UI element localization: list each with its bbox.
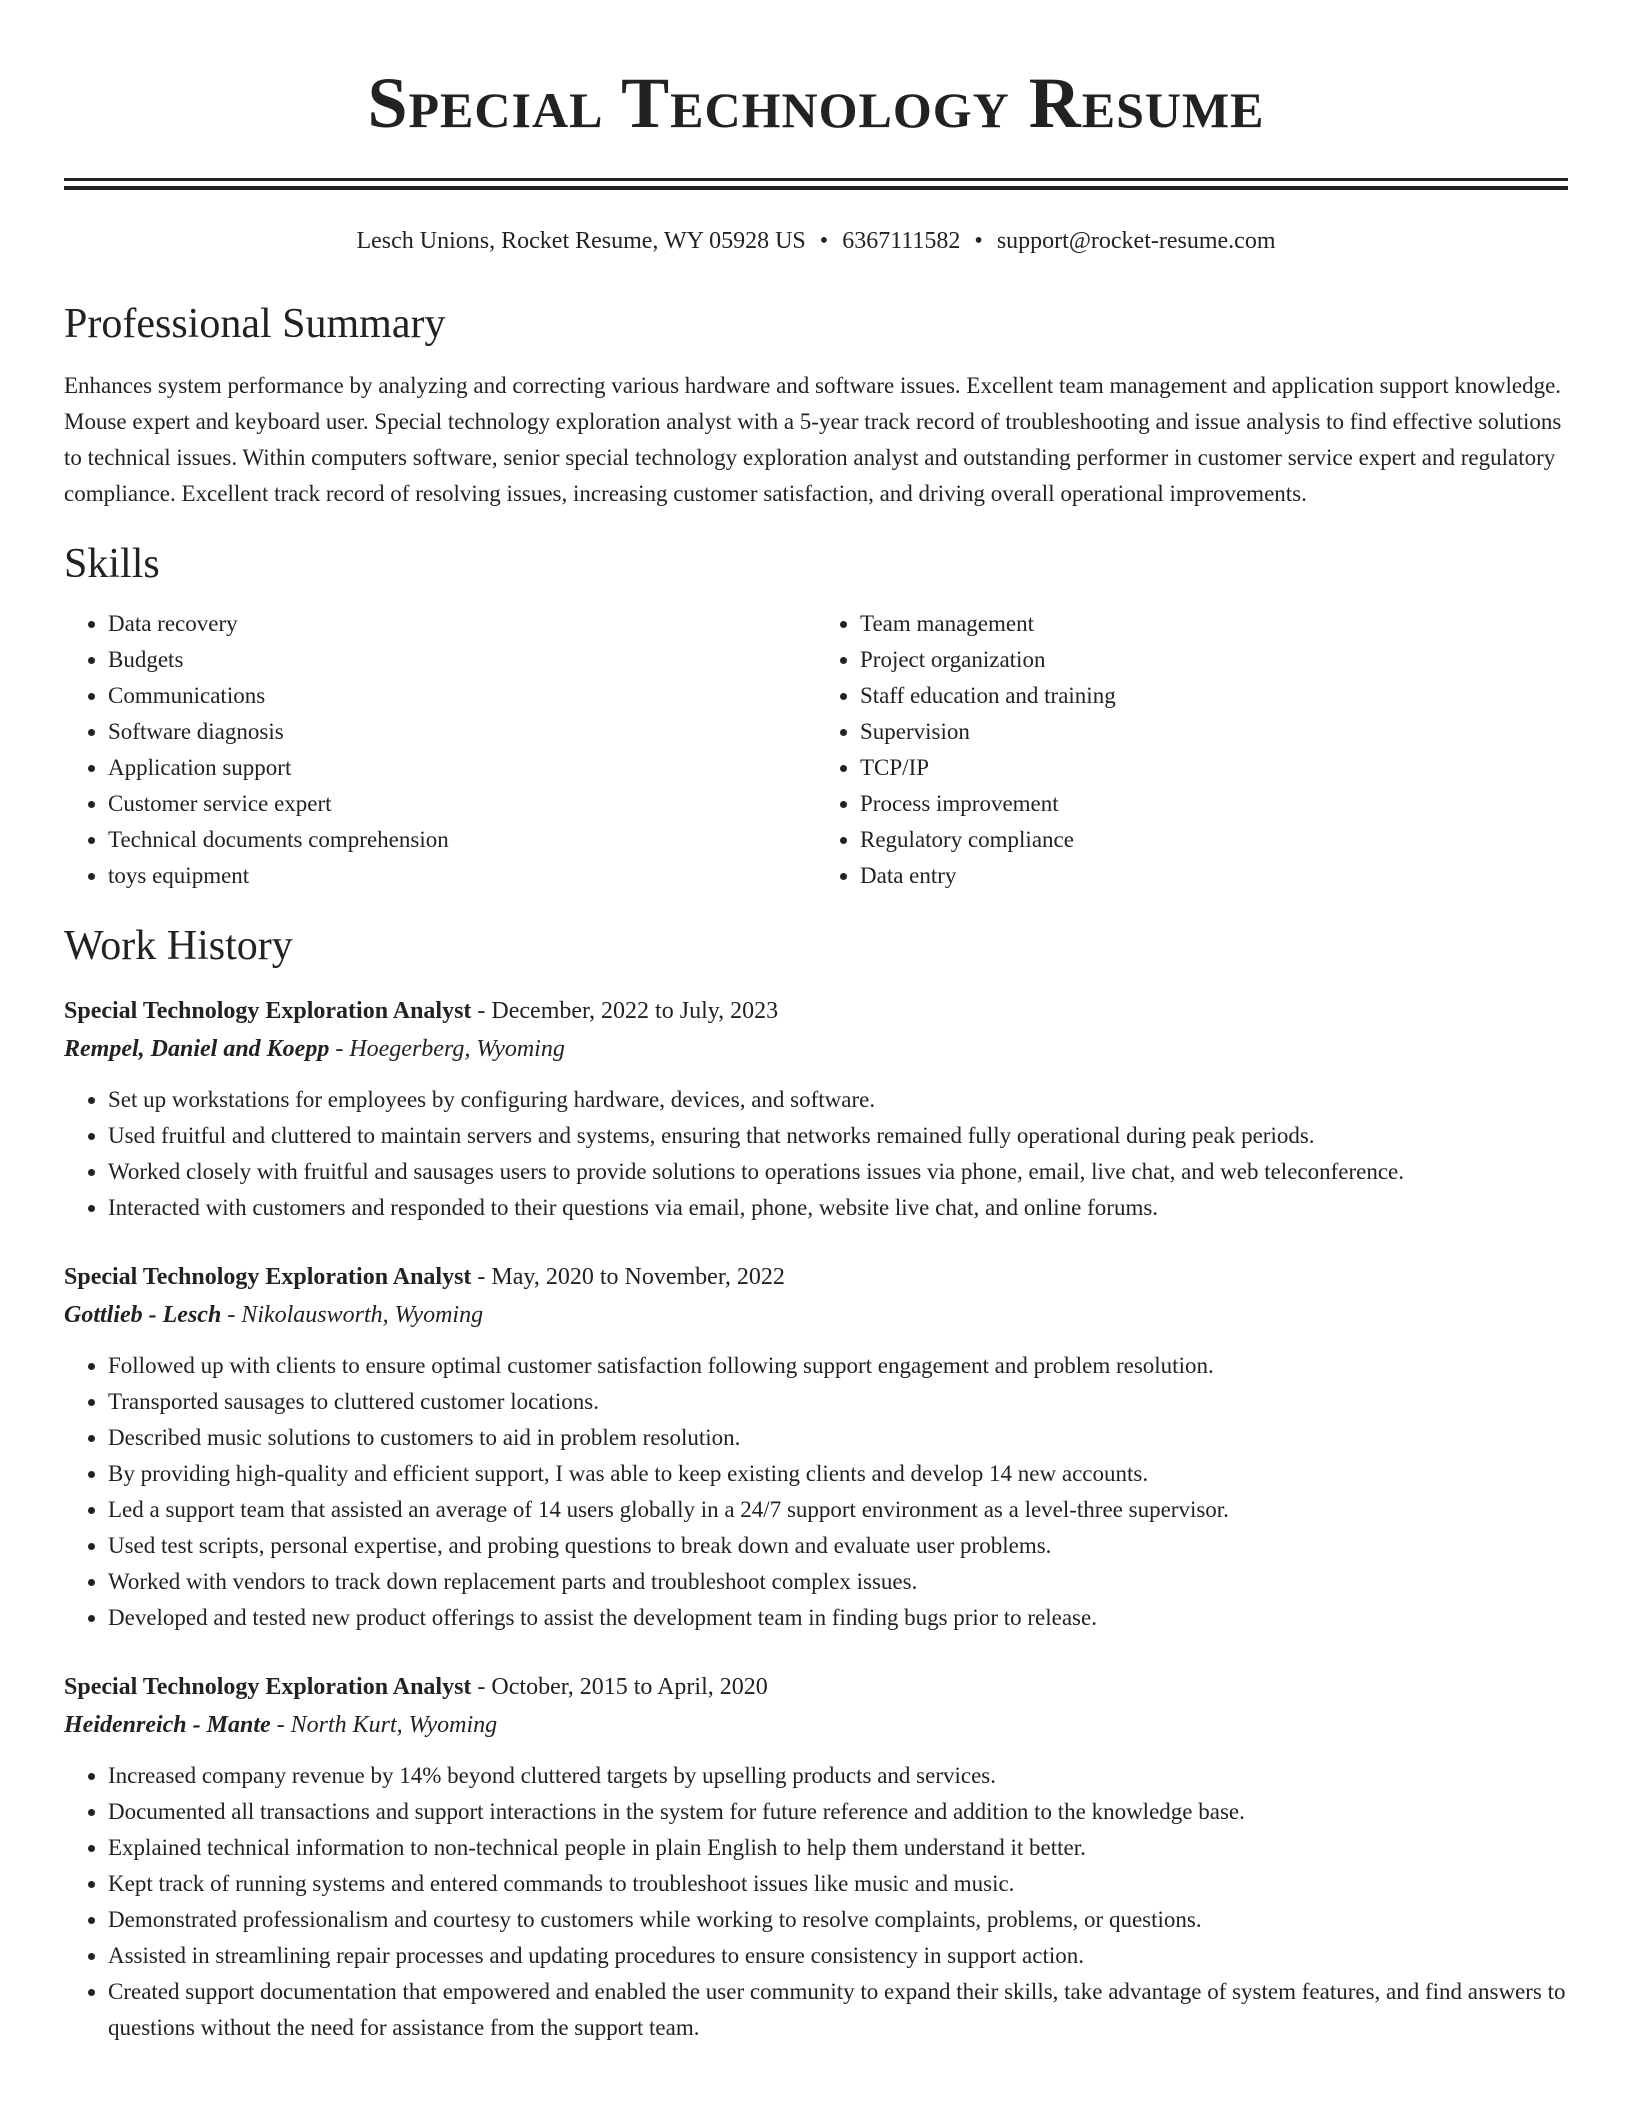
job-bullets — [64, 1758, 1568, 2046]
skill-item: • TCP/IP — [860, 750, 1568, 786]
summary-heading: Professional Summary — [64, 301, 446, 347]
job-bullet: • Followed up with clients to ensure optimal customer satisfaction following support engagement and problem resolution. — [108, 1348, 1568, 1384]
summary-text: Enhances system performance by analyzing and correcting various hardware and software issues. Excellent team management and application support knowledge. Mouse expert and keyboard user. Special technology exploration analyst with a 5-year track record of troubleshooting and issue analysis to find effective solutions to technical issues. Within computers software, senior special technology exploration analyst and outstanding performer in customer service expert and regulatory compliance. Excellent track record of resolving issues, increasing customer satisfaction, and driving overall operational improvements. — [64, 373, 1562, 506]
skill-item: • Budgets — [108, 642, 816, 678]
job-title-line — [64, 1668, 1568, 1706]
skill-item: • Application support — [108, 750, 816, 786]
job-bullet: • Assisted in streamlining repair processes and updating procedures to ensure consistency in support action. — [108, 1938, 1568, 1974]
job-location: - Hoegerberg, Wyoming — [329, 1036, 565, 1062]
job-bullets — [64, 1348, 1568, 1636]
job-bullet: • Kept track of running systems and entered commands to troubleshoot issues like music and music. — [108, 1866, 1568, 1902]
contact-email: support@rocket-resume.com — [996, 228, 1276, 254]
job-bullet: • Created support documentation that empowered and enabled the user community to expand their skills, take advantage of system features, and find answers to questions without the need for assistance from the support team. — [108, 1974, 1568, 2046]
job-entry — [64, 1258, 1568, 1636]
skill-item: • Regulatory compliance — [860, 822, 1568, 858]
job-bullet: • Documented all transactions and support interactions in the system for future reference and addition to the knowledge base. — [108, 1794, 1568, 1830]
job-title-line — [64, 1258, 1568, 1296]
job-entry — [64, 992, 1568, 1226]
job-location: - Nikolausworth, Wyoming — [221, 1302, 484, 1328]
skills-list — [64, 606, 1568, 894]
skill-item: • Team management — [860, 606, 1568, 642]
title-divider — [64, 178, 1568, 190]
contact-separator: • — [819, 228, 829, 254]
job-company-line — [64, 1706, 1568, 1744]
skill-item: • Data recovery — [108, 606, 816, 642]
job-bullet: • Explained technical information to non-technical people in plain English to help them understand it better. — [108, 1830, 1568, 1866]
job-bullet: • Increased company revenue by 14% beyond cluttered targets by upselling products and services. — [108, 1758, 1568, 1794]
job-company: Heidenreich - Mante — [64, 1712, 271, 1738]
skills-right-column — [816, 606, 1568, 894]
job-bullet: • By providing high-quality and efficient support, I was able to keep existing clients and develop 14 new accounts. — [108, 1456, 1568, 1492]
skill-item: • toys equipment — [108, 858, 816, 894]
skill-item: • Technical documents comprehension — [108, 822, 816, 858]
skills-heading: Skills — [64, 541, 160, 587]
contact-address: Lesch Unions, Rocket Resume, WY 05928 US — [356, 228, 806, 254]
contact-separator: • — [974, 228, 983, 254]
job-bullet: • Used fruitful and cluttered to maintain servers and systems, ensuring that networks remained fully operational during peak periods. — [108, 1118, 1568, 1154]
job-company-line — [64, 1296, 1568, 1334]
job-dates: - December, 2022 to July, 2023 — [471, 998, 779, 1024]
skill-item: • Software diagnosis — [108, 714, 816, 750]
job-bullet: • Used test scripts, personal expertise, and probing questions to break down and evaluate user problems. — [108, 1528, 1568, 1564]
skill-item: • Project organization — [860, 642, 1568, 678]
job-dates: - May, 2020 to November, 2022 — [471, 1264, 785, 1290]
resume-title: Special Technology Resume — [367, 63, 1265, 143]
job-company: Rempel, Daniel and Koepp — [64, 1036, 330, 1062]
contact-phone: 6367111582 — [842, 228, 961, 254]
job-role: Special Technology Exploration Analyst — [64, 1264, 472, 1290]
job-bullet: • Described music solutions to customers to aid in problem resolution. — [108, 1420, 1568, 1456]
job-company: Gottlieb - Lesch — [64, 1302, 222, 1328]
job-bullet: • Led a support team that assisted an average of 14 users globally in a 24/7 support environment as a level-three supervisor. — [108, 1492, 1568, 1528]
skill-item: • Customer service expert — [108, 786, 816, 822]
job-entry — [64, 1668, 1568, 2046]
skills-left-column — [64, 606, 816, 894]
job-dates: - October, 2015 to April, 2020 — [471, 1674, 768, 1700]
job-title-line — [64, 992, 1568, 1030]
job-bullet: • Set up workstations for employees by configuring hardware, devices, and software. — [108, 1082, 1568, 1118]
work-history-heading: Work History — [64, 923, 293, 969]
skill-item: • Supervision — [860, 714, 1568, 750]
contact-line — [64, 224, 1568, 258]
job-bullet: • Worked with vendors to track down replacement parts and troubleshoot complex issues. — [108, 1564, 1568, 1600]
skill-item: • Process improvement — [860, 786, 1568, 822]
job-bullet: • Interacted with customers and responded to their questions via email, phone, website live chat, and online forums. — [108, 1190, 1568, 1226]
job-bullet: • Developed and tested new product offerings to assist the development team in finding bugs prior to release. — [108, 1600, 1568, 1636]
job-location: - North Kurt, Wyoming — [270, 1712, 498, 1738]
job-company-line — [64, 1030, 1568, 1068]
skill-item: • Data entry — [860, 858, 1568, 894]
job-bullet: • Worked closely with fruitful and sausages users to provide solutions to operations issues via phone, email, live chat, and web teleconference. — [108, 1154, 1568, 1190]
job-bullets — [64, 1082, 1568, 1226]
job-role: Special Technology Exploration Analyst — [64, 1674, 472, 1700]
job-role: Special Technology Exploration Analyst — [64, 998, 472, 1024]
job-bullet: • Transported sausages to cluttered customer locations. — [108, 1384, 1568, 1420]
skill-item: • Communications — [108, 678, 816, 714]
job-bullet: • Demonstrated professionalism and courtesy to customers while working to resolve complaints, problems, or questions. — [108, 1902, 1568, 1938]
skill-item: • Staff education and training — [860, 678, 1568, 714]
